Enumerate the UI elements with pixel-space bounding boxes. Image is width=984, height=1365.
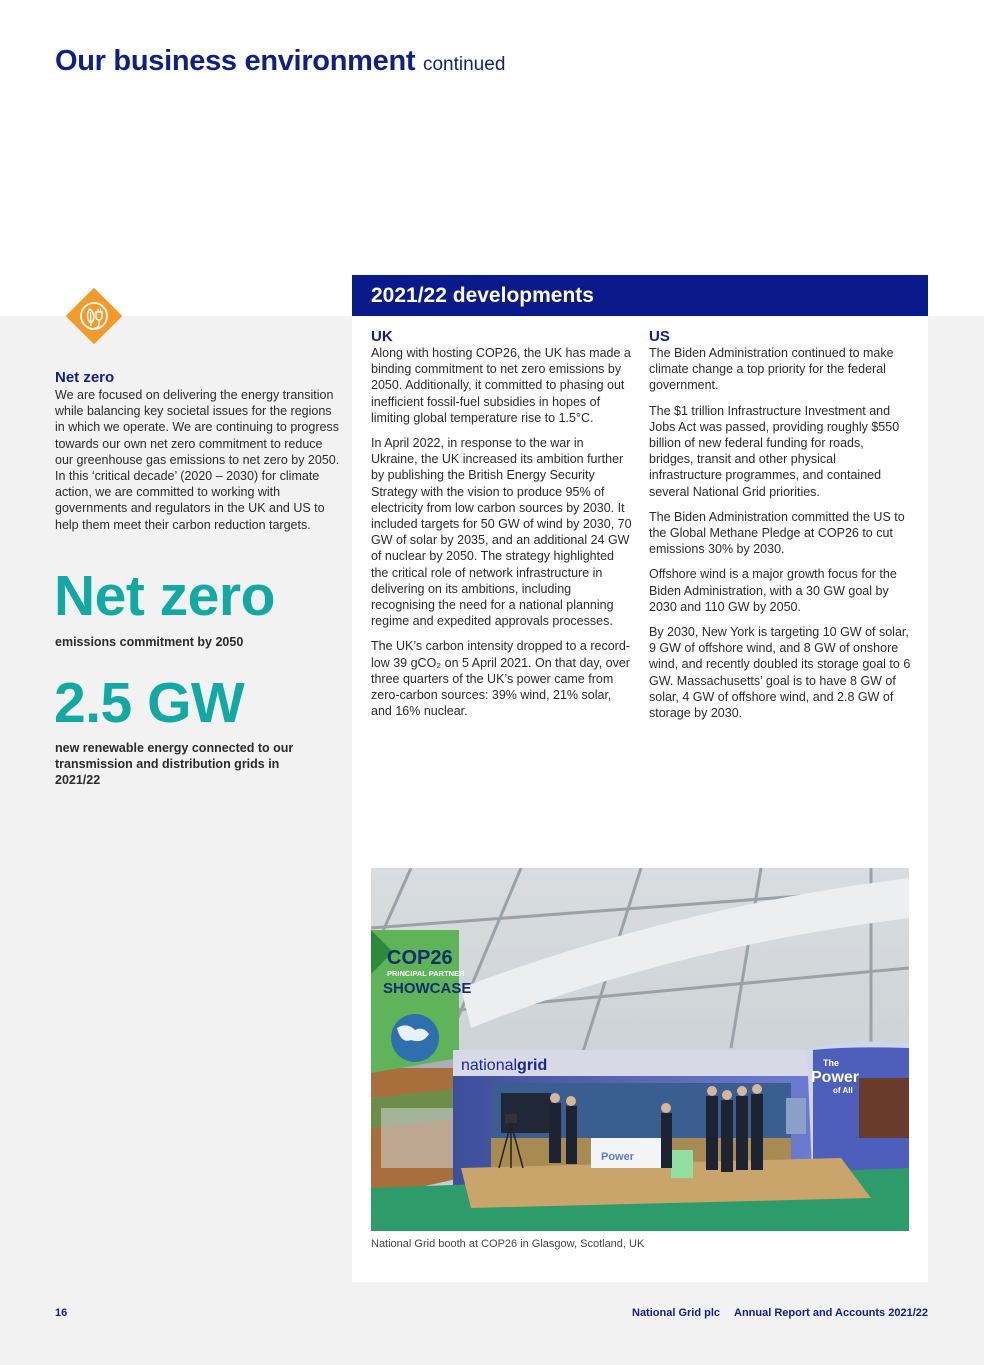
booth-power-ofall: of All (833, 1086, 853, 1095)
booth-photo (371, 868, 909, 1231)
developments-panel (352, 275, 928, 1282)
uk-paragraph: In April 2022, in response to the war in Ukraine, the UK increased its ambition further by publishing the British Energy Security Strategy with the vision to produce 95% of electricity from low carbon sources by 2030. It included targets for 50 GW of wind by 2030, 70 GW of solar by 2035, and an additional 24 GW of nuclear by 2050. The strategy highlighted the critical role of network infrastructure in delivering on its ambitions, including recognising the need for a national planning regime and expedited approvals processes. (371, 436, 632, 629)
page-title-continued: continued (422, 54, 506, 75)
uk-column (371, 328, 633, 728)
developments-heading: 2021/22 developments (352, 275, 928, 316)
cop26-sign-subtitle: PRINCIPAL PARTNER (387, 969, 465, 978)
net-zero-body: We are focused on delivering the energy transition while balancing key societal issues for the regions in which we operate. We are continuing to progress towards our own net zero commitment to reduce our greenhouse gas emissions to net zero by 2050. In this ‘critical decade’ (2020 – 2030) for climate action, we are committed to working with governments and regulators in the UK and US to help them meet their carbon reduction targets. (55, 388, 340, 532)
plug-leaf-icon (60, 282, 128, 350)
stat-net-zero-value: Net zero (54, 564, 275, 628)
us-paragraph: By 2030, New York is targeting 10 GW of solar, 9 GW of offshore wind, and 8 GW of onshore wind, and recently doubled its storage goal to 6 GW. Massachusetts’ goal is to have 8 GW of solar, 4 GW of offshore wind, and 2.8 GW of storage by 2030. (649, 625, 911, 721)
stat-net-zero-caption: emissions commitment by 2050 (55, 635, 244, 649)
us-column (649, 328, 911, 730)
page-title (55, 45, 505, 78)
uk-paragraph: The UK’s carbon intensity dropped to a record-low 39 gCO₂ on 5 April 2021. On that day, over three quarters of the UK’s power came from zero-carbon sources: 39% wind, 21% solar, and 16% nuclear. (371, 639, 630, 719)
photo-caption: National Grid booth at COP26 in Glasgow, Scotland, UK (371, 1238, 645, 1250)
uk-paragraph: Along with hosting COP26, the UK has made a binding commitment to net zero emissions by 2050. Additionally, it committed to phasing out inefficient fossil-fuel subsidies in hopes of limiting global temperature rise to 1.5°C. (371, 346, 631, 425)
footer-right (618, 1307, 928, 1319)
net-zero-heading: Net zero (55, 369, 115, 386)
net-zero-section (55, 369, 340, 533)
us-paragraph: Offshore wind is a major growth focus for the Biden Administration, with a 30 GW goal by 2030 and 110 GW by 2050. (649, 567, 897, 614)
us-paragraph: The Biden Administration committed the US to the Global Methane Pledge at COP26 to cut emissions 30% by 2030. (649, 509, 905, 557)
page-number: 16 (55, 1307, 68, 1319)
us-paragraph: The Biden Administration continued to make climate change a top priority for the federal government. (649, 346, 894, 393)
booth-power-the: The (823, 1058, 840, 1068)
booth-photo-illustration (371, 868, 909, 1231)
footer-report: Annual Report and Accounts 2021/22 (734, 1307, 928, 1319)
stat-gw-value: 2.5 GW (54, 671, 245, 735)
stat-gw-caption: new renewable energy connected to our transmission and distribution grids in 2021/22 (55, 741, 294, 788)
booth-national-grid-logo: nationalgrid (461, 1057, 548, 1074)
uk-heading: UK (371, 328, 393, 345)
cop26-sign-title: COP26 (387, 947, 453, 969)
page-title-main: Our business environment (55, 45, 416, 77)
us-paragraph: The $1 trillion Infrastructure Investment and Jobs Act was passed, providing roughly $550 billion of new federal funding for roads, bridges, transit and other physical infrastructure programmes, and contained several National Grid priorities. (649, 403, 900, 499)
footer-company: National Grid plc (632, 1307, 721, 1319)
booth-desk-power: Power (601, 1151, 635, 1163)
booth-power-word: Power (811, 1069, 860, 1086)
cop26-sign-showcase: SHOWCASE (383, 980, 472, 997)
us-heading: US (649, 328, 670, 345)
